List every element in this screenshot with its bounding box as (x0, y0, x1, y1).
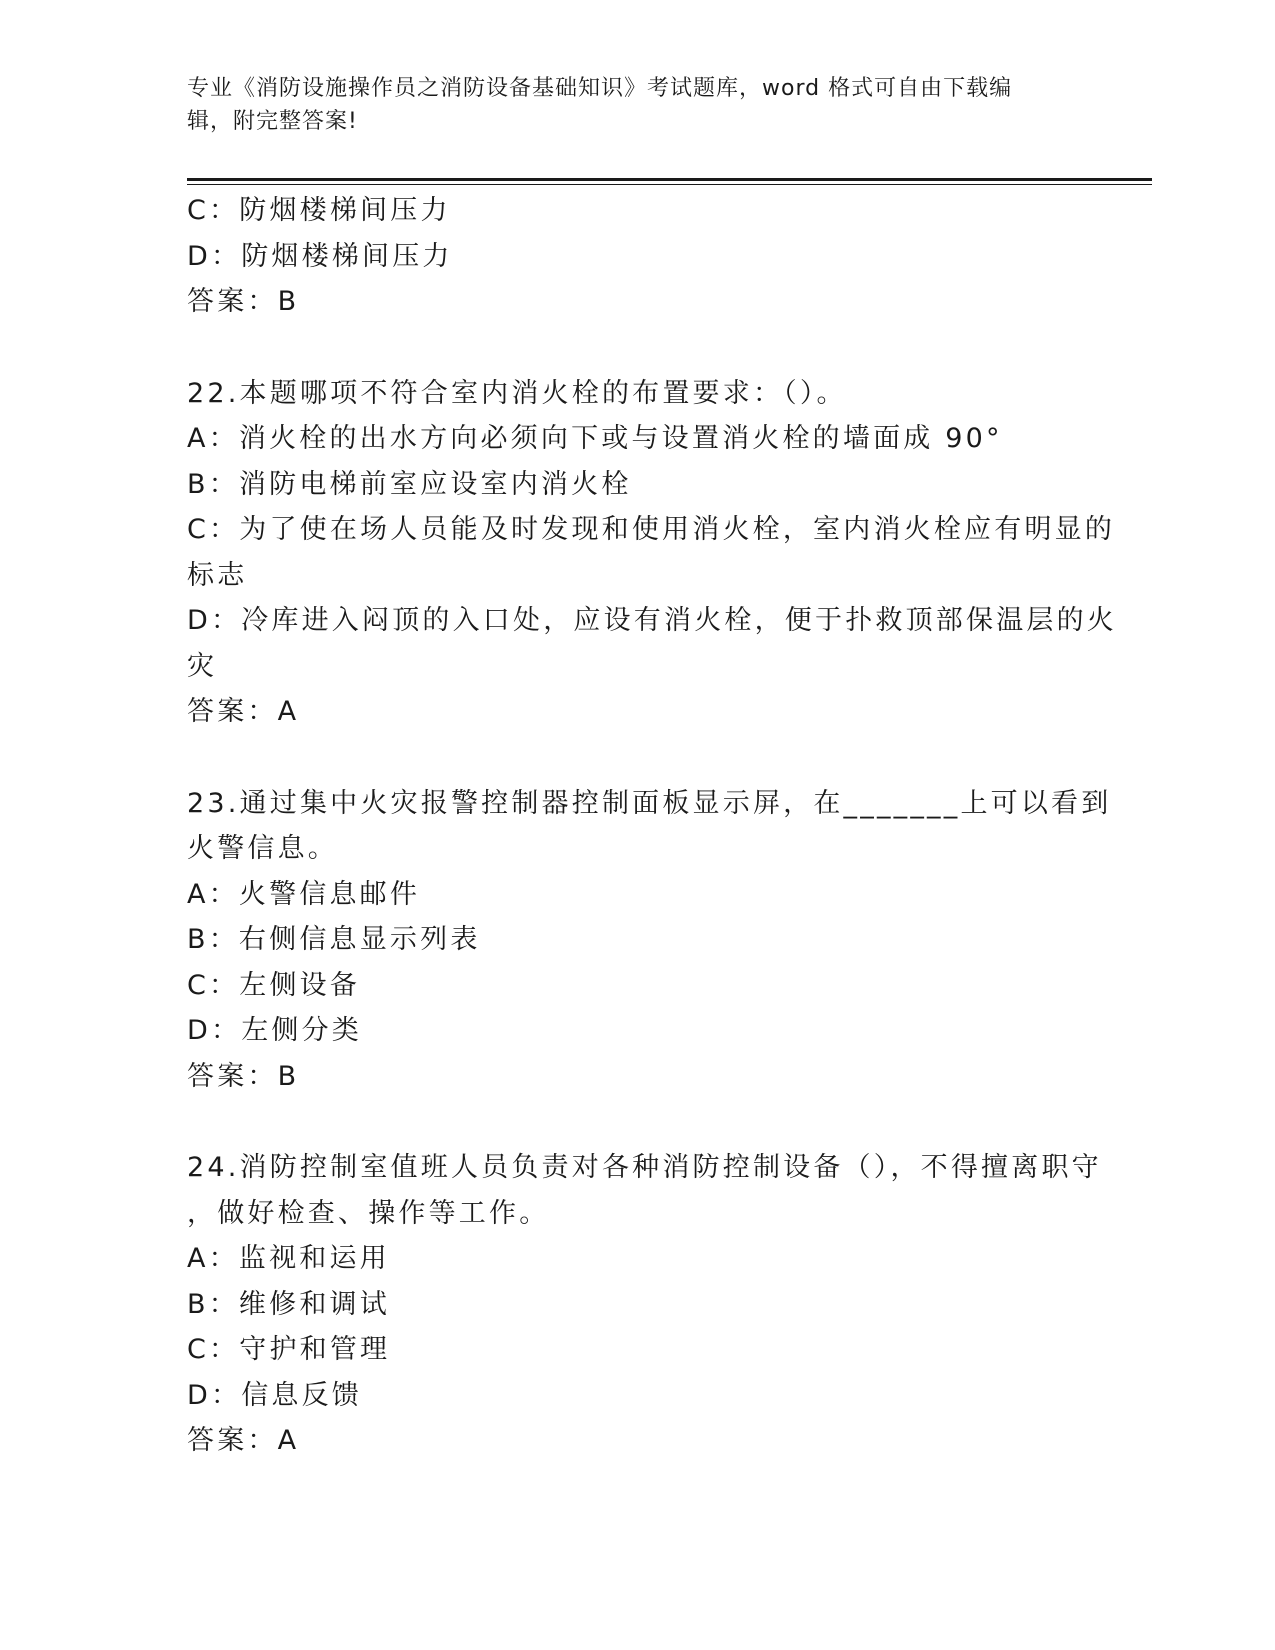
option-a: A：监视和运用 (187, 1243, 390, 1274)
answer: 答案：B (187, 1060, 300, 1092)
option-d: D：防烟楼梯间压力 (187, 240, 453, 272)
question-stem: 24.消防控制室值班人员负责对各种消防控制设备（），不得擅离职守 (187, 1152, 1102, 1183)
question-stem: 23.通过集中火灾报警控制器控制面板显示屏，在_______上可以看到 (187, 787, 1112, 819)
question-24 (187, 1145, 1102, 1464)
question-stem: 22.本题哪项不符合室内消火栓的布置要求：（）。 (187, 377, 847, 409)
answer: 答案：B (187, 286, 300, 317)
option-b: B：维修和调试 (187, 1288, 390, 1320)
question-spacer (187, 325, 1087, 371)
option-c: C：防烟楼梯间压力 (187, 195, 451, 226)
intro-line-1: 专业《消防设施操作员之消防设备基础知识》考试题库，word 格式可自由下载编 (187, 76, 1013, 101)
option-b: B：消防电梯前室应设室内消火栓 (187, 468, 632, 500)
question-spacer (187, 735, 1087, 781)
option-a: A：火警信息邮件 (187, 878, 421, 910)
answer: 答案：A (187, 1425, 300, 1456)
option-b: B：右侧信息显示列表 (187, 924, 481, 955)
question-list (187, 188, 1117, 1464)
question-spacer (187, 1099, 1087, 1145)
option-c: C：左侧设备 (187, 969, 361, 1001)
intro-line-2: 辑，附完整答案! (187, 109, 358, 134)
option-d: D：信息反馈 (187, 1379, 362, 1411)
question-22 (187, 371, 1117, 735)
header-divider-thick (187, 178, 1152, 181)
document-intro (187, 72, 1067, 138)
answer: 答案：A (187, 696, 300, 727)
option-d: D：左侧分类 (187, 1015, 362, 1046)
option-d-continued: 灾 (187, 650, 218, 682)
option-c: C：为了使在场人员能及时发现和使用消火栓，室内消火栓应有明显的 (187, 514, 1116, 545)
header-divider-thin (187, 184, 1152, 185)
option-d: D：冷库进入闷顶的入口处，应设有消火栓，便于扑救顶部保温层的火 (187, 605, 1117, 636)
question-23 (187, 781, 1112, 1100)
option-a: A：消火栓的出水方向必须向下或与设置消火栓的墙面成 90° (187, 423, 1003, 454)
question-stem-continued: ，做好检查、操作等工作。 (187, 1197, 550, 1229)
question-21-continued (187, 188, 1087, 325)
option-c: C：守护和管理 (187, 1334, 391, 1365)
option-c-continued: 标志 (187, 559, 248, 591)
question-stem-continued: 火警信息。 (187, 833, 338, 864)
